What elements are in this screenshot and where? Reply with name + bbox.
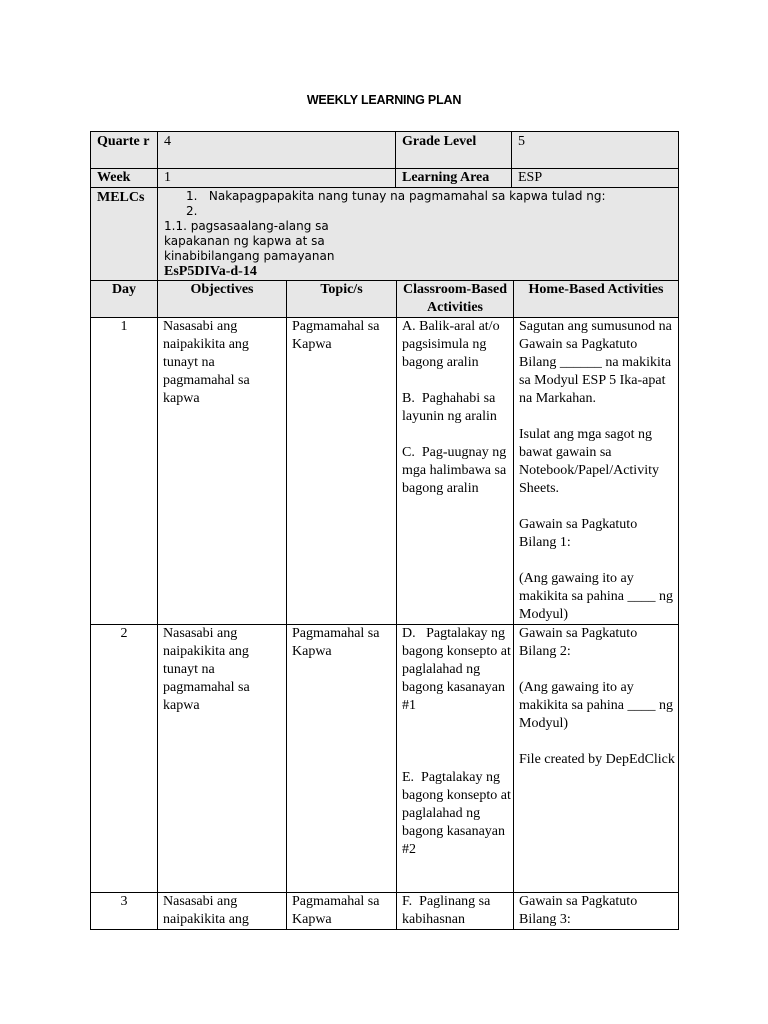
header-table (90, 131, 679, 282)
day-cell: 2 (91, 625, 158, 893)
col-header-topics: Topic/s (287, 281, 397, 318)
melc-item-2: 2. (186, 204, 198, 218)
objective-cell: Nasasabi ang naipakikita ang tunayt na pagmamahal sa kapwa (158, 318, 287, 625)
melc-code: EsP5DIVa-d-14 (164, 264, 257, 279)
quarter-label: Quarte r (91, 132, 158, 169)
col-header-day: Day (91, 281, 158, 318)
classroom-activity: F. Paglinang sa kabihasnan (402, 894, 494, 927)
day-cell: 3 (91, 893, 158, 930)
home-activity: Sagutan ang sumusunod na Gawain sa Pagkatuto Bilang ______ na makikita sa Modyul ESP 5 Ika-apat na Markahan. (519, 319, 676, 406)
col-header-objectives: Objectives (158, 281, 287, 318)
column-header-row (91, 281, 679, 318)
topic-cell: Pagmamahal sa Kapwa (287, 893, 397, 930)
table-row (91, 625, 679, 893)
classroom-cell (397, 893, 514, 930)
classroom-activity: A. Balik-aral at/o pagsisimula ng bagong aralin (402, 319, 504, 370)
classroom-cell (397, 625, 514, 893)
melcs-content (158, 188, 679, 282)
home-cell (514, 318, 679, 625)
week-label: Week (91, 169, 158, 188)
learning-area-label: Learning Area (396, 169, 512, 188)
melc-item-1: 1. Nakapagpapakita nang tunay na pagmamahal sa kapwa tulad ng: (186, 189, 606, 203)
home-activity: (Ang gawaing ito ay makikita sa pahina ____ ng Modyul) (519, 571, 677, 622)
classroom-spacer (402, 733, 511, 751)
melcs-label: MELCs (91, 188, 158, 282)
home-activity: File created by DepEdClick (519, 752, 675, 767)
classroom-activity: D. Pagtalakay ng bagong konsepto at paglalahad ng bagong kasanayan #1 (402, 626, 515, 713)
grade-level-label: Grade Level (396, 132, 512, 169)
col-header-home: Home-Based Activities (514, 281, 679, 318)
home-activity: Gawain sa Pagkatuto Bilang 3: (519, 894, 641, 927)
document-title: WEEKLY LEARNING PLAN (306, 93, 462, 107)
classroom-activity: C. Pag-uugnay ng mga halimbawa sa bagong aralin (402, 445, 510, 496)
objective-cell: Nasasabi ang naipakikita ang (158, 893, 287, 930)
col-header-classroom: Classroom-Based Activities (397, 281, 514, 318)
quarter-row (91, 132, 679, 169)
home-activity: (Ang gawaing ito ay makikita sa pahina ____ ng Modyul) (519, 680, 677, 731)
objective-cell: Nasasabi ang naipakikita ang tunayt na pagmamahal sa kapwa (158, 625, 287, 893)
topic-cell: Pagmamahal sa Kapwa (287, 625, 397, 893)
home-cell (514, 893, 679, 930)
week-value: 1 (158, 169, 396, 188)
home-activity: Gawain sa Pagkatuto Bilang 1: (519, 517, 641, 550)
quarter-value: 4 (158, 132, 396, 169)
topic-cell: Pagmamahal sa Kapwa (287, 318, 397, 625)
week-row (91, 169, 679, 188)
plan-table (90, 280, 679, 930)
classroom-cell (397, 318, 514, 625)
home-cell (514, 625, 679, 893)
learning-area-value: ESP (512, 169, 679, 188)
melcs-row (91, 188, 679, 282)
table-row (91, 318, 679, 625)
home-activity: Isulat ang mga sagot ng bawat gawain sa Notebook/Papel/Activity Sheets. (519, 427, 663, 496)
table-row (91, 893, 679, 930)
day-cell: 1 (91, 318, 158, 625)
melc-sub-item: 1.1. pagsasaalang-alang sa kapakanan ng kapwa at sa kinabibilangang pamayanan (164, 219, 335, 263)
home-activity: Gawain sa Pagkatuto Bilang 2: (519, 626, 641, 659)
classroom-activity: E. Pagtalakay ng bagong konsepto at paglalahad ng bagong kasanayan #2 (402, 770, 515, 857)
classroom-activity: B. Paghahabi sa layunin ng aralin (402, 391, 499, 424)
grade-level-value: 5 (512, 132, 679, 169)
